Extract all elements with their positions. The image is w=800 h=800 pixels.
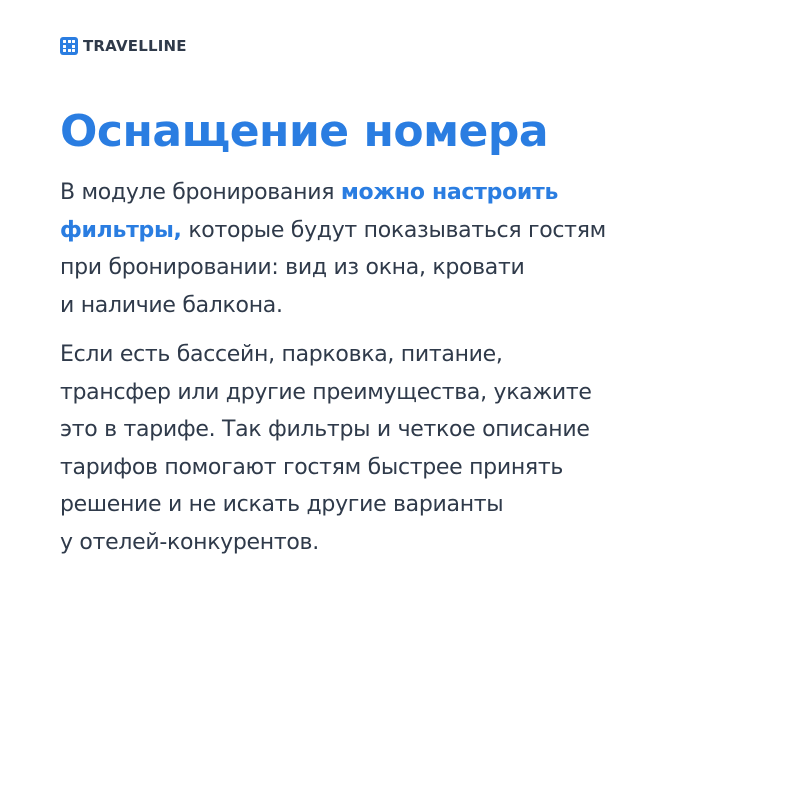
text-fragment: которые будут показываться гостям xyxy=(181,217,606,243)
paragraph-tariffs xyxy=(60,336,592,561)
travelline-logo-icon xyxy=(60,37,78,55)
paragraph-line: и наличие балкона. xyxy=(60,292,283,318)
paragraph-line: у отелей-конкурентов. xyxy=(60,529,319,555)
page-title: Оснащение номера xyxy=(60,106,549,157)
text-fragment: В модуле бронирования xyxy=(60,180,341,205)
paragraph-line: тарифов помогают гостям быстрее принять xyxy=(60,454,564,480)
paragraph-line xyxy=(60,174,606,212)
paragraph-line: при бронировании: вид из окна, кровати xyxy=(60,255,525,280)
paragraph-line: это в тарифе. Так фильтры и четкое описание xyxy=(60,417,590,442)
paragraph-filters xyxy=(60,174,606,324)
highlight-text: можно настроить xyxy=(340,180,559,205)
paragraph-line xyxy=(60,212,606,250)
highlight-text: фильтры, xyxy=(60,217,182,243)
brand-name: TRAVELLINE xyxy=(83,37,187,55)
paragraph-line: Если есть бассейн, парковка, питание, xyxy=(60,342,503,367)
paragraph-line: трансфер или другие преимущества, укажите xyxy=(60,379,592,405)
brand-logo xyxy=(60,36,187,56)
paragraph-line: решение и не искать другие варианты xyxy=(60,492,504,517)
